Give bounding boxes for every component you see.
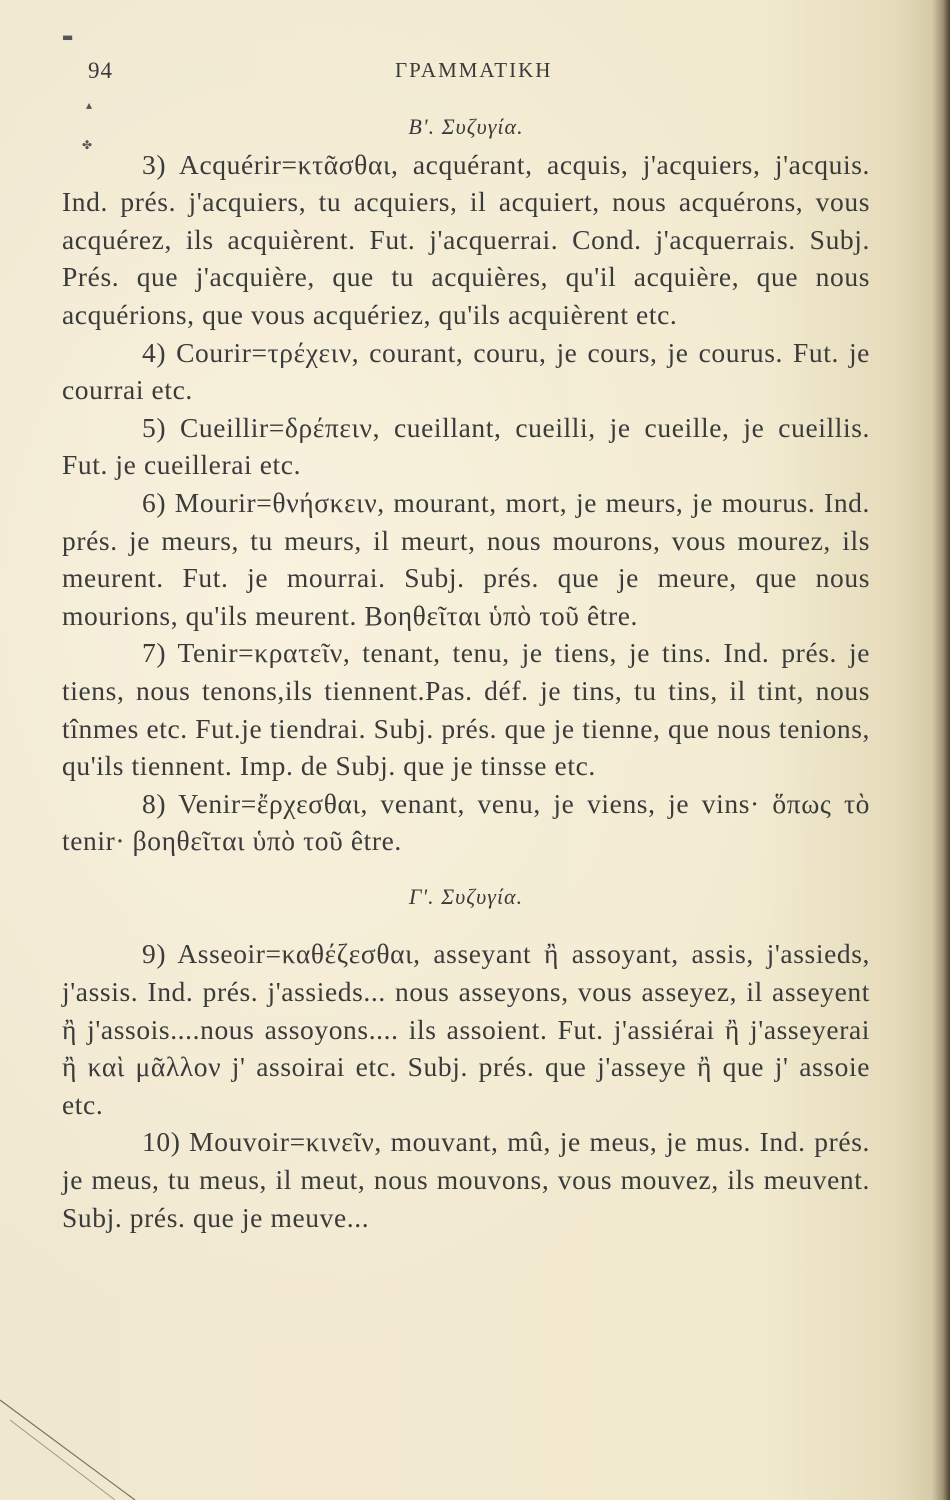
paragraph-venir: 8) Venir=ἔρχεσθαι, venant, venu, je viens, je vins· ὅπως τὸ tenir· βοηθεῖται ὑπὸ τοῦ être. bbox=[62, 787, 870, 857]
paragraph-tenir: 7) Tenir=κρατεῖν, tenant, tenu, je tiens, je tins. Ind. prés. je tiens, nous tenons,ils tiennent.Pas. déf. je tins, tu tins, il tint, nous tînmes etc. Fut.je tiendrai. Subj. prés. que je tienne, que nous tenions, qu'ils tiennent. Imp. de Subj. que je tinsse etc. bbox=[62, 637, 870, 782]
section-third-conjugation bbox=[62, 878, 870, 1236]
page-header bbox=[0, 58, 950, 90]
page-number: 94 bbox=[88, 58, 113, 83]
paragraph-asseoir: 9) Asseoir=καθέζεσθαι, asseyant ἢ assoyant, assis, j'assieds, j'assis. Ind. prés. j'assieds... nous asseyons, vous asseyez, il asseyent ἢ j'assois....nous assoyons.... ils assoient. Fut. j'assiérai ἢ j'asseyerai ἢ καὶ μᾶλλον j' assoirai etc. Subj. prés. que j'asseye ἢ que j' assoie etc. bbox=[62, 938, 870, 1120]
ink-speck: ✤ bbox=[82, 138, 93, 152]
ink-speck: ▴ bbox=[86, 98, 93, 112]
running-title: ΓΡΑΜΜΑΤΙΚΗ bbox=[395, 58, 553, 82]
paragraph-cueillir: 5) Cueillir=δρέπειν, cueillant, cueilli, je cueille, je cueillis. Fut. je cueillerai etc. bbox=[62, 411, 870, 481]
paragraph-acquerir: 3) Acquérir=κτᾶσθαι, acquérant, acquis, j'acquiers, j'acquis. Ind. prés. j'acquiers, tu acquiers, il acquiert, nous acquérons, vous acquérez, ils acquièrent. Fut. j'acquerrai. Cond. j'acquerrais. Subj. Prés. que j'acquière, que tu acquières, qu'il acquière, que nous acquérions, que vous acquériez, qu'ils acquièrent etc. bbox=[62, 148, 870, 330]
paragraph-mouvoir: 10) Mouvoir=κινεῖν, mouvant, mû, je meus, je mus. Ind. prés. je meus, tu meus, il meut, nous mouvons, vous mouvez, ils meuvent. Subj. prés. que je meuve... bbox=[62, 1126, 870, 1233]
section-second-conjugation bbox=[62, 108, 870, 860]
paragraph-courir: 4) Courir=τρέχειν, courant, couru, je cours, je courus. Fut. je courrai etc. bbox=[62, 336, 870, 406]
section-heading: Β'. Συζυγία. bbox=[408, 114, 524, 139]
section-heading: Γ'. Συζυγία. bbox=[408, 883, 524, 909]
page-edge-shadow bbox=[932, 0, 950, 1500]
body-text bbox=[62, 108, 870, 1236]
paragraph-mourir: 6) Mourir=θνήσκειν, mourant, mort, je meurs, je mourus. Ind. prés. je meurs, tu meurs, il meurt, nous mourons, vous mourez, ils meurent. Fut. je mourrai. Subj. prés. que je meure, que nous mourions, qu'ils meurent. Βοηθεῖται ὑπὸ τοῦ être. bbox=[62, 486, 870, 631]
page-crease-line bbox=[0, 1380, 240, 1500]
ink-speck: ▬ bbox=[62, 30, 74, 44]
